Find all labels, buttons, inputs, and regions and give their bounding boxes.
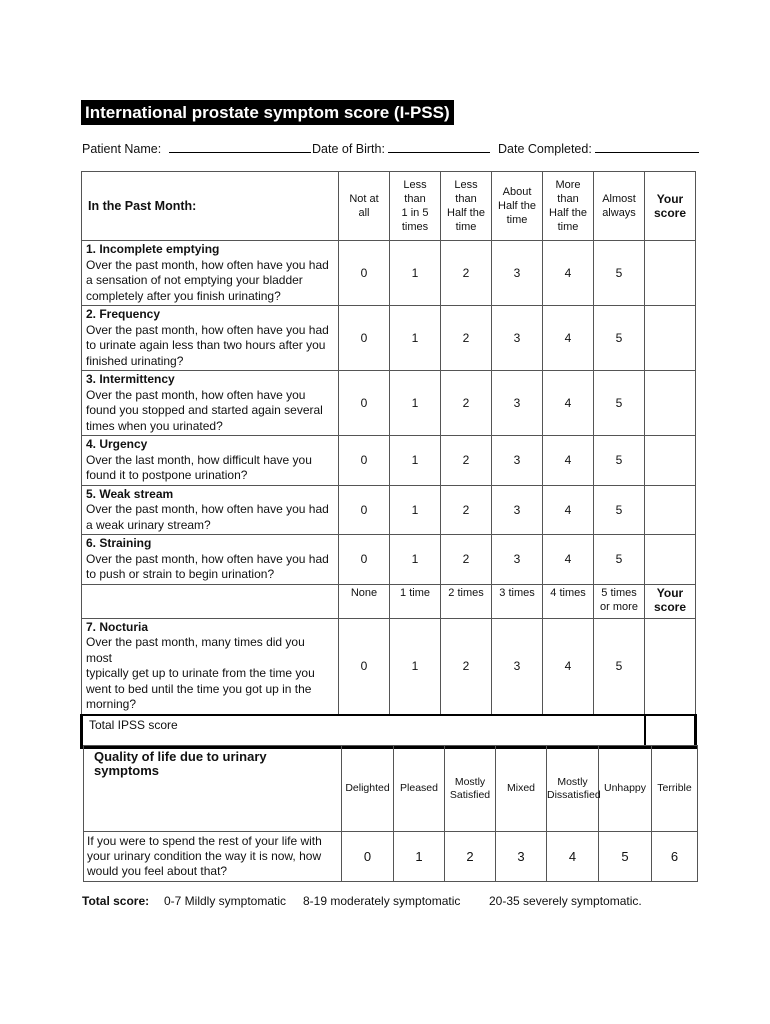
score-option[interactable]: 0 bbox=[339, 241, 390, 306]
frequency-header-line: 1 in 5 bbox=[401, 207, 429, 219]
qol-option-header-line: Mostly bbox=[557, 775, 588, 788]
frequency-header-line: than bbox=[404, 193, 426, 205]
question-row bbox=[82, 618, 696, 715]
score-option[interactable]: 4 bbox=[543, 485, 594, 535]
nocturia-frequency-header-line: or more bbox=[600, 600, 638, 613]
score-option[interactable]: 5 bbox=[594, 436, 645, 486]
nocturia-frequency-header bbox=[594, 584, 645, 618]
nocturia-frequency-header-line: 1 time bbox=[400, 586, 430, 599]
nocturia-frequency-header bbox=[390, 584, 441, 618]
qol-option-header-line: Pleased bbox=[400, 782, 438, 794]
total-ipss-score-cell[interactable] bbox=[645, 715, 696, 748]
score-option[interactable]: 5 bbox=[594, 618, 645, 715]
qol-option-header-line: Terrible bbox=[657, 782, 692, 794]
question-row bbox=[82, 436, 696, 486]
qol-option-header bbox=[652, 746, 698, 832]
total-ipss-label: Total IPSS score bbox=[82, 715, 645, 748]
date-completed-label: Date Completed: bbox=[498, 142, 592, 156]
score-option[interactable]: 2 bbox=[441, 618, 492, 715]
question-text-line: Over the past month, how often have you had bbox=[86, 551, 329, 566]
nocturia-frequency-header-line: 3 times bbox=[499, 586, 535, 599]
question-cell bbox=[82, 436, 339, 486]
date-of-birth-label: Date of Birth: bbox=[312, 142, 385, 156]
score-option[interactable]: 1 bbox=[390, 485, 441, 535]
frequency-header-line: Less bbox=[454, 179, 478, 191]
qol-option-header-line: Satisfied bbox=[449, 788, 491, 801]
qol-question-line: would you feel about that? bbox=[87, 864, 228, 878]
your-score-header-line: score bbox=[653, 206, 687, 220]
your-score-header-line: Your bbox=[656, 192, 684, 206]
score-option[interactable]: 5 bbox=[594, 535, 645, 585]
score-option[interactable]: 1 bbox=[390, 535, 441, 585]
frequency-header bbox=[543, 172, 594, 241]
date-completed-field[interactable] bbox=[498, 140, 699, 156]
date-of-birth-blank[interactable] bbox=[388, 140, 490, 153]
question-text-line: Over the past month, many times did you most bbox=[86, 635, 305, 665]
qol-option-header-line: Mostly bbox=[454, 775, 486, 788]
question-text-line: Over the past month, how often have you had bbox=[86, 322, 329, 337]
score-option[interactable]: 3 bbox=[492, 306, 543, 371]
qol-option-header-line: Mixed bbox=[506, 782, 535, 794]
frequency-header-line: Half the bbox=[498, 200, 536, 212]
score-option[interactable]: 0 bbox=[339, 306, 390, 371]
question-row bbox=[82, 306, 696, 371]
frequency-header bbox=[441, 172, 492, 241]
question-text-line: Over the past month, how often have you had bbox=[86, 502, 329, 516]
question-text-line: a sensation of not emptying your bladder bbox=[86, 273, 303, 287]
nocturia-frequency-header bbox=[339, 584, 390, 618]
your-score-cell[interactable] bbox=[645, 371, 696, 436]
question-text-line: Over the past month, how often have you had bbox=[86, 257, 329, 272]
score-option[interactable]: 5 bbox=[594, 306, 645, 371]
total-ipss-row bbox=[82, 715, 696, 748]
question-text-line: completely after you finish urinating? bbox=[86, 288, 281, 303]
qol-option-header-line: Delighted bbox=[345, 782, 390, 794]
qol-score-option[interactable]: 5 bbox=[599, 832, 652, 882]
score-option[interactable]: 2 bbox=[441, 436, 492, 486]
frequency-header-line: Half the bbox=[549, 207, 587, 219]
your-score-cell[interactable] bbox=[645, 241, 696, 306]
score-option[interactable]: 3 bbox=[492, 535, 543, 585]
score-option[interactable]: 0 bbox=[339, 535, 390, 585]
nocturia-your-score-header bbox=[645, 584, 696, 618]
qol-score-option[interactable]: 2 bbox=[445, 832, 496, 882]
score-option[interactable]: 4 bbox=[543, 371, 594, 436]
question-title: 4. Urgency bbox=[86, 437, 148, 451]
patient-info-line bbox=[82, 140, 694, 158]
qol-score-option[interactable]: 0 bbox=[342, 832, 394, 882]
date-completed-blank[interactable] bbox=[595, 140, 699, 153]
question-text-line: Over the past month, how often have you bbox=[86, 387, 306, 402]
your-score-cell[interactable] bbox=[645, 535, 696, 585]
frequency-header-line: always bbox=[602, 207, 636, 219]
score-option[interactable]: 1 bbox=[390, 618, 441, 715]
date-of-birth-field[interactable] bbox=[312, 140, 490, 156]
question-text-line: found it to postpone urination? bbox=[86, 468, 248, 482]
nocturia-frequency-header bbox=[543, 584, 594, 618]
ipss-table bbox=[80, 171, 697, 749]
qol-score-option[interactable]: 4 bbox=[547, 832, 599, 882]
score-option[interactable]: 3 bbox=[492, 485, 543, 535]
question-text-line: typically get up to urinate from the time you bbox=[86, 666, 315, 680]
score-option[interactable]: 1 bbox=[390, 241, 441, 306]
qol-header-row bbox=[84, 746, 698, 832]
frequency-header-line: time bbox=[557, 221, 579, 233]
score-option[interactable]: 4 bbox=[543, 306, 594, 371]
question-row bbox=[82, 485, 696, 535]
score-option[interactable]: 3 bbox=[492, 436, 543, 486]
frequency-header-line: than bbox=[557, 193, 579, 205]
legend-moderate: 8-19 moderately symptomatic bbox=[303, 894, 461, 908]
score-legend bbox=[82, 894, 694, 912]
qol-question bbox=[84, 832, 342, 882]
qol-option-header bbox=[547, 746, 599, 832]
score-option[interactable]: 0 bbox=[339, 618, 390, 715]
question-cell bbox=[82, 241, 339, 306]
question-row bbox=[82, 535, 696, 585]
nocturia-frequency-header-line: None bbox=[350, 586, 378, 599]
qol-option-header bbox=[599, 746, 652, 832]
nocturia-frequency-header-line: 5 times bbox=[601, 586, 637, 599]
score-option[interactable]: 0 bbox=[339, 436, 390, 486]
quality-of-life-table bbox=[83, 745, 698, 882]
question-text-line: to push or strain to begin urination? bbox=[86, 567, 275, 581]
question-text-line: finished urinating? bbox=[86, 353, 184, 368]
qol-question-line: your urinary condition the way it is now, how bbox=[87, 849, 322, 863]
legend-mild: 0-7 Mildly symptomatic bbox=[164, 894, 287, 908]
question-cell bbox=[82, 306, 339, 371]
score-option[interactable]: 4 bbox=[543, 241, 594, 306]
score-option[interactable]: 4 bbox=[543, 436, 594, 486]
qol-score-option[interactable]: 1 bbox=[394, 832, 445, 882]
question-title: 7. Nocturia bbox=[86, 619, 149, 634]
score-option[interactable]: 2 bbox=[441, 485, 492, 535]
qol-question-row bbox=[84, 832, 698, 882]
frequency-header-line: all bbox=[358, 207, 370, 219]
qol-option-header bbox=[445, 746, 496, 832]
question-row bbox=[82, 241, 696, 306]
frequency-header-line: times bbox=[401, 221, 429, 233]
score-option[interactable]: 3 bbox=[492, 618, 543, 715]
nocturia-your-score-header-line: Your bbox=[656, 585, 684, 600]
frequency-header-line: than bbox=[455, 193, 477, 205]
frequency-header-line: About bbox=[502, 186, 532, 198]
question-title: 3. Intermittency bbox=[86, 372, 175, 386]
score-option[interactable]: 5 bbox=[594, 485, 645, 535]
score-option[interactable]: 0 bbox=[339, 485, 390, 535]
question-title: 6. Straining bbox=[86, 536, 152, 550]
qol-option-header bbox=[496, 746, 547, 832]
question-row bbox=[82, 371, 696, 436]
score-option[interactable]: 2 bbox=[441, 535, 492, 585]
qol-score-option[interactable]: 3 bbox=[496, 832, 547, 882]
patient-name-blank[interactable] bbox=[169, 140, 311, 153]
score-option[interactable]: 2 bbox=[441, 371, 492, 436]
patient-name-label: Patient Name: bbox=[82, 142, 162, 156]
score-option[interactable]: 1 bbox=[390, 306, 441, 371]
score-option[interactable]: 1 bbox=[390, 436, 441, 486]
frequency-header bbox=[594, 172, 645, 241]
nocturia-frequency-header-line: 4 times bbox=[550, 586, 586, 599]
question-text-line: found you stopped and started again several bbox=[86, 403, 323, 417]
qol-title: Quality of life due to urinary symptoms bbox=[84, 746, 342, 832]
your-score-cell[interactable] bbox=[645, 306, 696, 371]
nocturia-frequency-header-line: 2 times bbox=[448, 586, 484, 599]
question-cell bbox=[82, 618, 339, 715]
question-cell bbox=[82, 535, 339, 585]
ipss-header-row bbox=[82, 172, 696, 241]
nocturia-header-row bbox=[82, 584, 696, 618]
frequency-header-line: Not at bbox=[349, 193, 379, 205]
question-cell bbox=[82, 371, 339, 436]
question-title: 1. Incomplete emptying bbox=[86, 242, 220, 256]
frequency-header bbox=[390, 172, 441, 241]
score-option[interactable]: 3 bbox=[492, 241, 543, 306]
nocturia-header-blank bbox=[82, 584, 339, 618]
question-text-line: morning? bbox=[86, 697, 137, 711]
question-title: 2. Frequency bbox=[86, 307, 161, 321]
score-option[interactable]: 5 bbox=[594, 371, 645, 436]
question-text-line: Over the last month, how difficult have you bbox=[86, 452, 312, 467]
nocturia-your-score-header-line: score bbox=[653, 599, 687, 614]
qol-question-line: If you were to spend the rest of your life with bbox=[87, 834, 322, 848]
score-option[interactable]: 5 bbox=[594, 241, 645, 306]
question-text-line: a weak urinary stream? bbox=[86, 517, 211, 532]
past-month-header: In the Past Month: bbox=[82, 172, 339, 241]
qol-option-header-line: Dissatisfied bbox=[547, 788, 601, 801]
score-option[interactable]: 0 bbox=[339, 371, 390, 436]
score-option[interactable]: 1 bbox=[390, 371, 441, 436]
legend-severe: 20-35 severely symptomatic. bbox=[489, 894, 642, 908]
frequency-header-line: Almost bbox=[602, 193, 636, 205]
your-score-cell[interactable] bbox=[645, 618, 696, 715]
frequency-header-line: More bbox=[555, 179, 581, 191]
qol-option-header bbox=[394, 746, 445, 832]
frequency-header-line: time bbox=[506, 214, 528, 226]
your-score-cell[interactable] bbox=[645, 485, 696, 535]
frequency-header-line: Half the bbox=[447, 207, 485, 219]
nocturia-frequency-header bbox=[441, 584, 492, 618]
form-title: International prostate symptom score (I-PSS) bbox=[81, 100, 454, 125]
score-option[interactable]: 3 bbox=[492, 371, 543, 436]
nocturia-frequency-header bbox=[492, 584, 543, 618]
your-score-header bbox=[645, 172, 696, 241]
question-text-line: went to bed until the time you got up in the bbox=[86, 681, 312, 696]
frequency-header bbox=[339, 172, 390, 241]
qol-score-option[interactable]: 6 bbox=[652, 832, 698, 882]
question-text-line: to urinate again less than two hours after you bbox=[86, 338, 326, 352]
question-text-line: times when you urinated? bbox=[86, 418, 223, 433]
qol-option-header-line: Unhappy bbox=[603, 782, 647, 794]
question-cell bbox=[82, 485, 339, 535]
score-option[interactable]: 4 bbox=[543, 618, 594, 715]
score-option[interactable]: 2 bbox=[441, 241, 492, 306]
qol-option-header bbox=[342, 746, 394, 832]
score-option[interactable]: 2 bbox=[441, 306, 492, 371]
frequency-header-line: Less bbox=[403, 179, 427, 191]
frequency-header bbox=[492, 172, 543, 241]
score-option[interactable]: 4 bbox=[543, 535, 594, 585]
legend-label: Total score: bbox=[82, 894, 150, 908]
question-title: 5. Weak stream bbox=[86, 486, 174, 501]
frequency-header-line: time bbox=[455, 221, 477, 233]
patient-name-field[interactable] bbox=[82, 140, 311, 156]
your-score-cell[interactable] bbox=[645, 436, 696, 486]
